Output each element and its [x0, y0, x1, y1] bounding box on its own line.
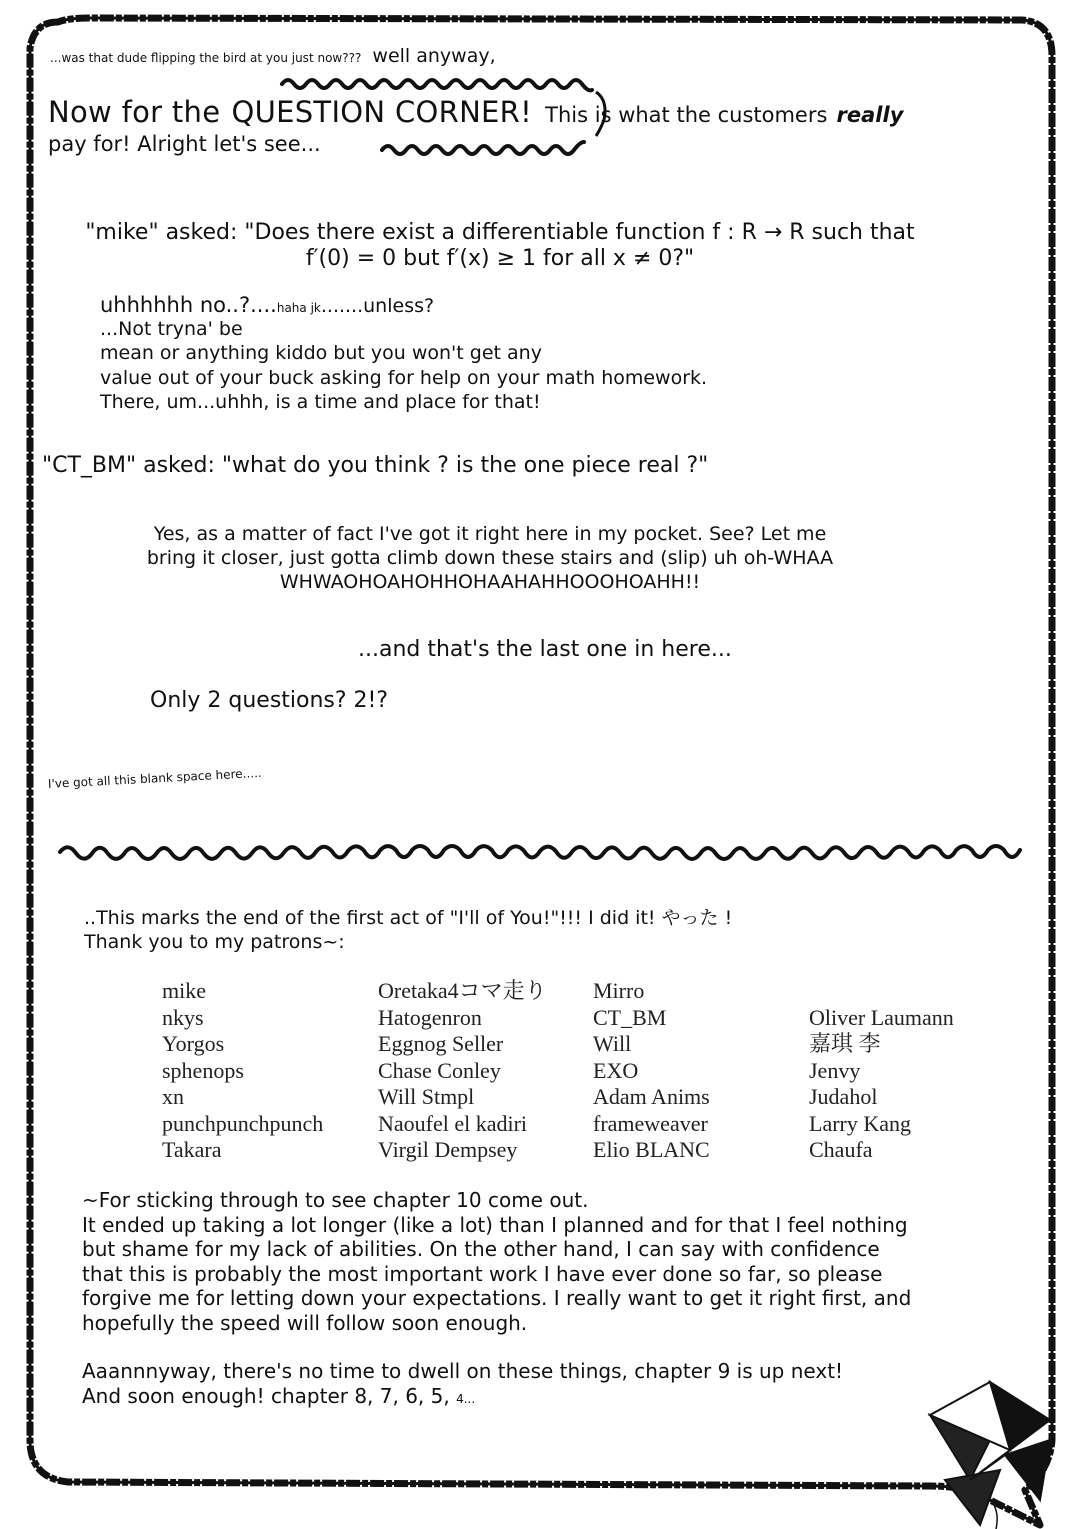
patron-name: xn [162, 1084, 184, 1109]
q1-question-line2: f′(0) = 0 but f′(x) ≥ 1 for all x ≠ 0?" [305, 246, 695, 271]
patron-column-3 [593, 978, 710, 1164]
patron-name: nkys [162, 1004, 204, 1030]
message-p2-text: Aaannnyway, there's no time to dwell on these things, chapter 9 is up next! And soon enough! chapter 8, 7, 6, 5, [82, 1359, 844, 1408]
end-of-act-text: ..This marks the end of the first act of "I'll of You!"!!! I did it! やった ! [84, 907, 733, 929]
message-paragraph-2 [82, 1359, 982, 1411]
patron-name: Takara [162, 1137, 222, 1162]
question-corner-heading [48, 96, 903, 129]
heading-prefix: Now for the [48, 95, 221, 129]
q1-answer-line1 [100, 293, 434, 318]
q1-answer-line4: value out of your buck asking for help on your math homework. [100, 367, 708, 389]
intro-line-1 [50, 46, 496, 68]
patron-name: Judahol [809, 1084, 878, 1109]
q1-answer-c: .......unless? [320, 295, 435, 317]
patron-column-2 [378, 978, 547, 1164]
patron-name: Will [593, 1031, 632, 1056]
patron-name: Eggnog Seller [378, 1031, 504, 1056]
patron-name: Jenvy [809, 1057, 861, 1083]
patron-name: 嘉琪 李 [809, 1031, 881, 1056]
patron-name: Will Stmpl [378, 1084, 475, 1109]
patron-name: CT_BM [593, 1004, 667, 1030]
q1-answer-line3: mean or anything kiddo but you won't get any [100, 342, 542, 364]
patron-name: punchpunchpunch [162, 1110, 324, 1136]
patron-column-4 [809, 978, 954, 1164]
q1-answer-line2: ...Not tryna' be [100, 318, 243, 340]
patron-name: Yorgos [162, 1031, 225, 1056]
patron-name: Virgil Dempsey [378, 1137, 518, 1162]
q1-question-line1: "mike" asked: "Does there exist a differentiable function f : R → R such that [85, 220, 915, 245]
message-paragraph-1: ~For sticking through to see chapter 10 come out. It ended up taking a lot longer (like a lot) than I planned and for that I feel nothing but shame for my lack of abilities. On the other hand, I can say with confidence that this is probably the most important work I have ever done so far, so please forgive me for letting down your expectations. I really want to get it right first, and hopefully the speed will follow soon enough. [82, 1188, 912, 1335]
q2-answer-line1: Yes, as a matter of fact I've got it right here in my pocket. See? Let me [153, 523, 827, 545]
patron-name: sphenops [162, 1057, 244, 1083]
q2-answer-line2: bring it closer, just gotta climb down these stairs and (slip) uh oh-WHAA [146, 547, 834, 569]
message-p2-tail: 4... [456, 1391, 476, 1406]
patron-name: mike [162, 978, 206, 1003]
heading-emphasis: really [836, 103, 904, 127]
patron-name: Elio BLANC [593, 1137, 710, 1162]
heading-strong: QUESTION CORNER! [231, 95, 533, 129]
q2-question: "CT_BM" asked: "what do you think ? is the one piece real ?" [42, 453, 709, 478]
patron-name [809, 978, 954, 1005]
patron-name: Mirro [593, 978, 645, 1003]
heading-tail: This is what the customers [545, 103, 828, 127]
patron-name: Adam Anims [593, 1084, 710, 1109]
patron-name: frameweaver [593, 1110, 708, 1136]
only-two-text: Only 2 questions? 2!? [150, 688, 389, 713]
patron-name: Chase Conley [378, 1057, 501, 1083]
patron-name: Chaufa [809, 1137, 873, 1162]
patron-name: Oretaka4コマ走り [378, 978, 547, 1003]
q1-answer-b: haha jk [276, 301, 321, 315]
q1-answer-a: uhhhhhh no..?.... [100, 293, 277, 317]
patron-name: Naoufel el kadiri [378, 1110, 528, 1136]
heading-line-2: pay for! Alright let's see... [48, 132, 321, 156]
patron-column-1 [162, 978, 323, 1164]
blank-space-text: I've got all this blank space here..... [47, 765, 262, 791]
patron-name: EXO [593, 1057, 639, 1083]
thank-you-text: Thank you to my patrons~: [84, 931, 345, 953]
intro-small-text: ...was that dude flipping the bird at you just now??? [50, 51, 362, 65]
patron-name: Larry Kang [809, 1110, 912, 1136]
q1-answer-line5: There, um...uhhh, is a time and place for that! [100, 391, 541, 413]
q2-answer-line3: WHWAOHOAHOHHOHAAHAHHOOOHOAHH!! [279, 571, 701, 593]
intro-tail-text: well anyway, [372, 45, 496, 67]
last-one-text: ...and that's the last one in here... [358, 637, 732, 662]
patron-name: Hatogenron [378, 1004, 482, 1030]
patron-name: Oliver Laumann [809, 1004, 954, 1030]
